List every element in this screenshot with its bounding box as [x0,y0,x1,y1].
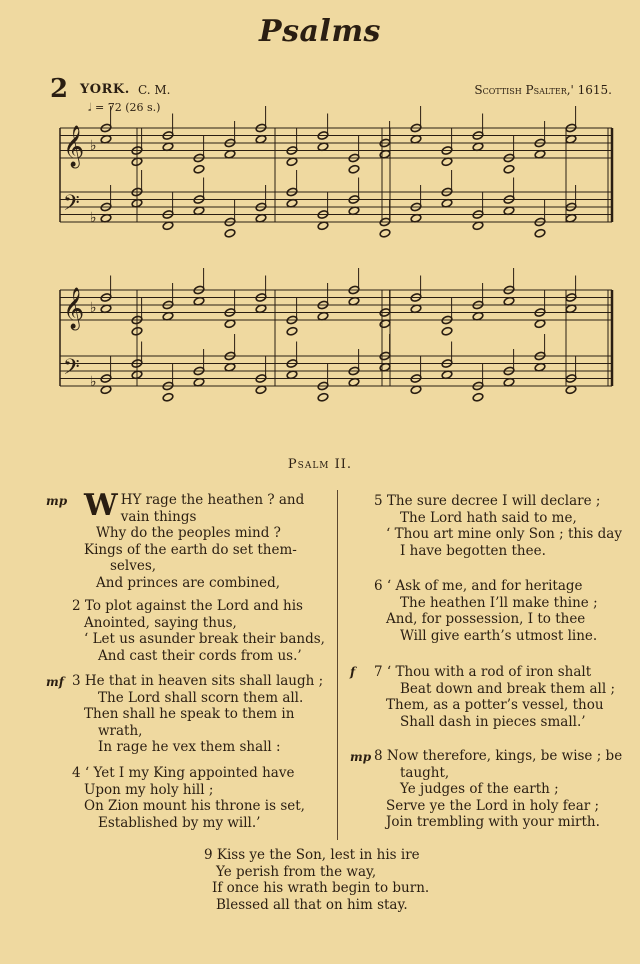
verse-line: Serve ye the Lord in holy fear ; [386,797,600,814]
note-head [472,392,484,402]
note-head [317,392,329,402]
bass-clef-icon: 𝄢 [63,191,80,221]
flat-icon: ♭ [90,138,97,154]
stanza-9 [204,847,504,913]
verse-line: On Zion mount his throne is set, [84,798,305,815]
flat-icon: ♭ [90,210,97,226]
verse-line: Why do the peoples mind ? [96,525,281,542]
verse-line: In rage he vex them shall : [98,739,281,756]
verse-line: selves, [110,558,157,575]
verse-line: 7 ‘ Thou with a rod of iron shalt [374,664,592,680]
verse-line: wrath, [98,722,143,739]
flat-icon: ♭ [90,374,97,390]
stanza-7 [374,664,636,730]
stanza-6 [374,578,636,644]
tune-source: Scottish Psalter,' 1615. [474,83,612,97]
verse-line: Anointed, saying thus, [84,614,237,631]
verse-line: Then shall he speak to them in [84,706,295,723]
column-divider [337,490,338,840]
verse-line: And, for possession, I to thee [386,611,586,628]
verse-line: If once his wrath begin to burn. [212,880,430,897]
dynamic-mf: mf [46,675,64,689]
stanza-3 [72,673,334,756]
page-header: Psalms [259,14,381,49]
verse-line: 4 ‘ Yet I my King appointed have [72,765,295,781]
verse-line: The Lord hath said to me, [400,509,577,526]
note-head [348,164,360,174]
dynamic-mp: mp [46,494,68,508]
note-head [503,164,515,174]
treble-clef-icon: 𝄞 [63,288,85,329]
verse-line: Blessed all that on him stay. [216,896,408,913]
dynamic-mp-2: mp [350,750,372,764]
note-head [162,392,174,402]
verse-line: Established by my will.’ [98,814,261,831]
stanza-5 [374,493,636,559]
stanza-2 [72,598,334,664]
stanza-1 [84,488,334,592]
tune-name: YORK. [80,82,130,97]
dynamic-f: f [350,665,356,679]
verse-line: ‘ Let us asunder break their bands, [84,631,325,648]
tune-meter: C. M. [138,83,171,97]
treble-clef-icon: 𝄞 [63,126,85,167]
note-head [224,228,236,238]
verse-line: 5 The sure decree I will declare ; [374,493,601,509]
verse-line: 8 Now therefore, kings, be wise ; be [374,748,623,764]
verse-line: The heathen I’ll make thine ; [400,594,598,611]
verse-line: 2 To plot against the Lord and his [72,598,303,614]
verse-line: Ye perish from the way, [216,863,377,880]
stanza-4 [72,765,334,831]
verse-line: 9 Kiss ye the Son, lest in his ire [204,847,420,863]
psalm-title: Psalm II. [287,457,353,472]
verse-line: Join trembling with your mirth. [386,814,600,831]
verse-line: Ye judges of the earth ; [400,781,559,798]
verse-line: Beat down and break them all ; [400,680,615,697]
verse-line: Kings of the earth do set them- [84,541,297,558]
note-head [534,228,546,238]
flat-icon: ♭ [90,300,97,316]
tempo-value: = 72 (26 s.) [95,101,161,114]
verse-line: taught, [400,764,450,781]
stanza-8 [374,748,636,831]
verse-line: I have begotten thee. [400,542,546,559]
verse-line: And princes are combined, [96,574,281,591]
verse-line: Will give earth’s utmost line. [400,627,598,644]
verse-line: And cast their cords from us.’ [98,647,302,664]
note-head [286,326,298,336]
verse-line: Them, as a potter’s vessel, thou [386,697,604,714]
verse-line: Upon my holy hill ; [84,781,214,798]
bass-clef-icon: 𝄢 [63,355,80,385]
hymn-number: 2 [50,74,69,104]
verse-line: ‘ Thou art mine only Son ; this day [386,526,622,543]
music-score [0,0,640,450]
verse-line: 6 ‘ Ask of me, and for heritage [374,578,583,594]
verse-line: vain things [120,508,197,525]
half-note-icon: 𝅗𝅥 [88,101,92,114]
verse-line: HY rage the heathen ? and [120,492,305,508]
score-systems [60,106,612,402]
verse-line: Shall dash in pieces small.’ [400,713,586,730]
note-head [441,326,453,336]
note-head [379,228,391,238]
drop-cap: W [84,488,118,523]
note-head [193,164,205,174]
verse-line: 3 He that in heaven sits shall laugh ; [72,673,324,689]
verse-line: The Lord shall scorn them all. [98,689,304,706]
